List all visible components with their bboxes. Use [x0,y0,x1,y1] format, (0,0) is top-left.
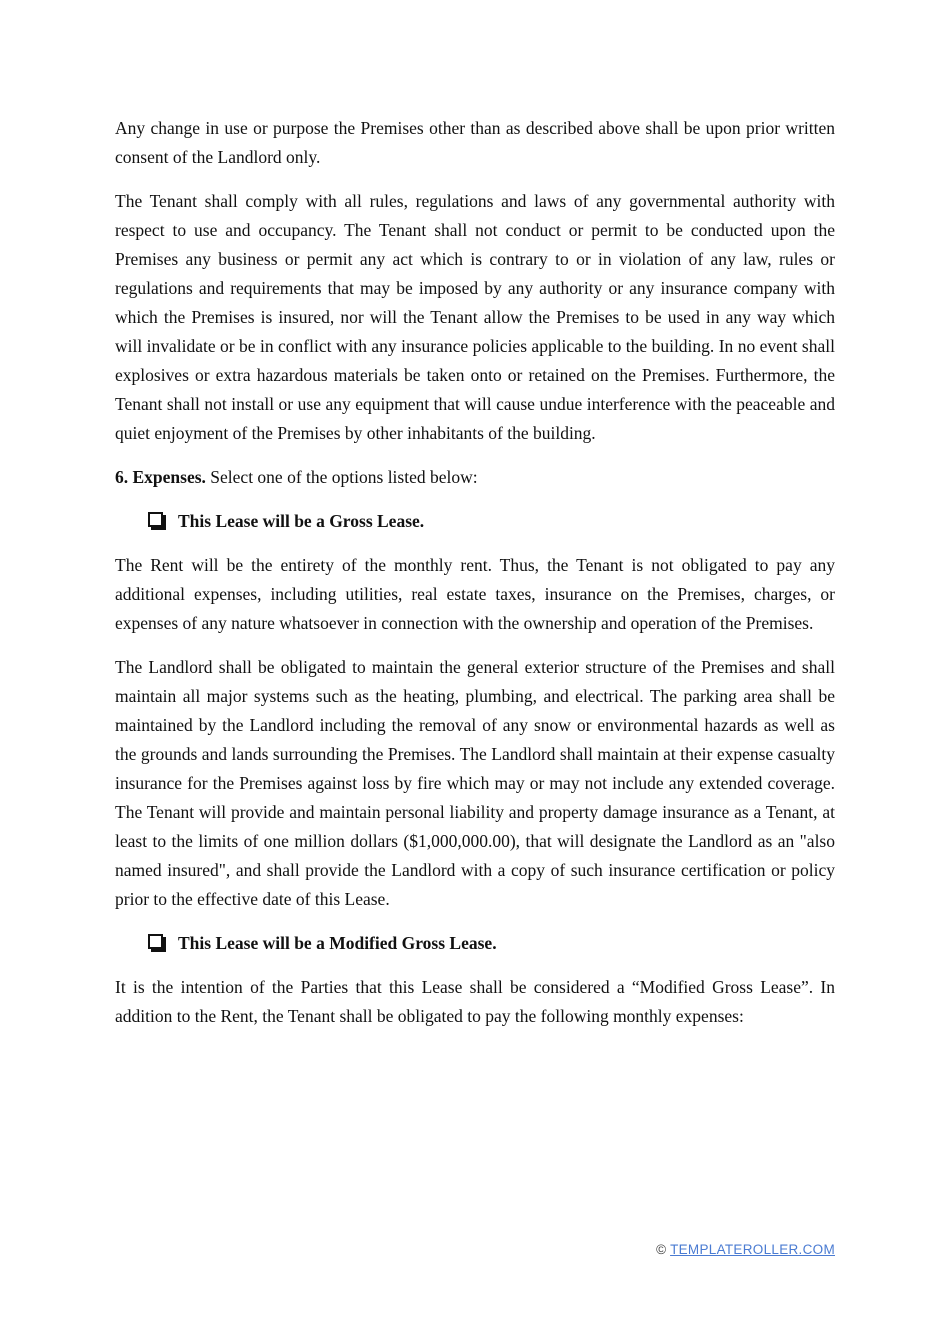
modified-gross-lease-checkbox-icon[interactable] [148,934,163,949]
document-body [115,114,835,1046]
option-modified-gross-lease[interactable] [115,929,835,958]
copyright-symbol: © [656,1242,667,1257]
paragraph-use-change: Any change in use or purpose the Premises other than as described above shall be upon prior written consent of the Landlord only. [115,118,835,167]
section-expenses-instruction: Select one of the options listed below: [205,467,478,487]
paragraph-gross-landlord-obligations: The Landlord shall be obligated to maintain the general exterior structure of the Premises and shall maintain all major systems such as the heating, plumbing, and electrical. The parking area shall be maintained by the Landlord including the removal of any snow or environmental hazards as well as the grounds and lands surrounding the Premises. The Landlord shall maintain at their expense casualty insurance for the Premises against loss by fire which may or may not include any extended coverage. The Tenant will provide and maintain personal liability and property damage insurance as a Tenant, at least to the limits of one million dollars ($1,000,000.00), that will designate the Landlord as an "also named insured", and shall provide the Landlord with a copy of such insurance certification or policy prior to the effective date of this Lease. [115,657,835,909]
option-gross-lease[interactable] [115,507,835,536]
section-expenses-number-title: 6. Expenses. [115,467,206,487]
gross-lease-option-label: This Lease will be a Gross Lease. [178,511,425,531]
paragraph-gross-rent: The Rent will be the entirety of the monthly rent. Thus, the Tenant is not obligated to pay any additional expenses, including utilities, real estate taxes, insurance on the Premises, charges, or expenses of any nature whatsoever in connection with the ownership and operation of the Premises. [115,555,835,633]
paragraph-modified-gross-intro: It is the intention of the Parties that this Lease shall be considered a “Modified Gross Lease”. In addition to the Rent, the Tenant shall be obligated to pay the following monthly expenses: [115,977,835,1026]
modified-gross-lease-option-label: This Lease will be a Modified Gross Lease. [178,933,497,953]
gross-lease-checkbox-icon[interactable] [148,512,163,527]
footer [656,1242,835,1257]
templateroller-link[interactable]: TEMPLATEROLLER.COM [670,1242,835,1257]
paragraph-compliance: The Tenant shall comply with all rules, regulations and laws of any governmental authority with respect to use and occupancy. The Tenant shall not conduct or permit to be conducted upon the Premises any business or permit any act which is contrary to or in violation of any law, rules or regulations and requirements that may be imposed by any authority or any insurance company with which the Premises is insured, nor will the Tenant allow the Premises to be used in any way which will invalidate or be in conflict with any insurance policies applicable to the building. In no event shall explosives or extra hazardous materials be taken onto or retained on the Premises. Furthermore, the Tenant shall not install or use any equipment that will cause undue interference with the peaceable and quiet enjoyment of the Premises by other inhabitants of the building. [115,191,835,443]
section-expenses-heading [115,463,835,492]
